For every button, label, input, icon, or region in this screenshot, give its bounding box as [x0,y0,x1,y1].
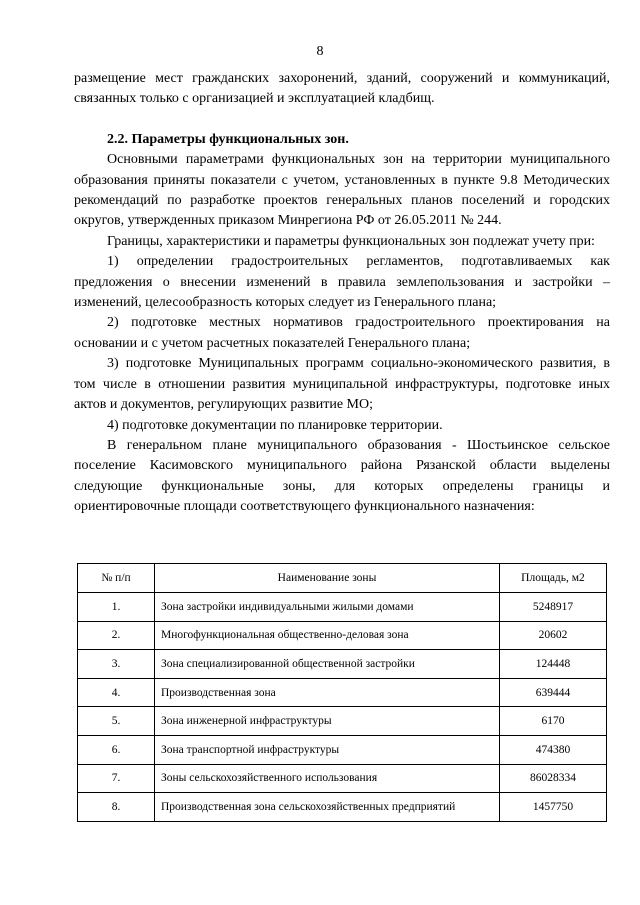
paragraph-boundaries: Границы, характеристики и параметры функциональных зон подлежат учету при: [107,233,595,249]
document-body [74,69,610,518]
row-number: 3. [78,650,155,679]
row-number: 5. [78,707,155,736]
row-area: 20602 [500,621,607,650]
row-zone-name: Многофункциональная общественно-деловая зона [155,621,500,650]
row-zone-name: Зона транспортной инфраструктуры [155,735,500,764]
row-area: 1457750 [500,793,607,822]
row-zone-name: Зона специализированной общественной застройки [155,650,500,679]
row-zone-name: Производственная зона [155,678,500,707]
table-header-row [78,564,607,593]
zones-table [77,563,607,822]
table-row [78,793,607,822]
row-area: 474380 [500,735,607,764]
paragraph-zones-intro: В генеральном плане муниципального образования - Шостьинское сельское поселение Касимовского муниципального района Рязанской области выделены следующие функциональные зоны, для которых определены границы и ориентировочные площади соответствующего функционального назначения: [74,437,610,515]
table-row [78,593,607,622]
table-row [78,678,607,707]
table-row [78,764,607,793]
row-area: 639444 [500,678,607,707]
row-zone-name: Зоны сельскохозяйственного использования [155,764,500,793]
header-area: Площадь, м2 [500,564,607,593]
row-area: 6170 [500,707,607,736]
table-row [78,650,607,679]
row-number: 4. [78,678,155,707]
row-zone-name: Зона застройки индивидуальными жилыми домами [155,593,500,622]
list-item-1: 1) определении градостроительных регламентов, подготавливаемых как предложения о внесении изменений в правила землепользования и застройки – изменений, целесообразность которых следует из Генерального плана; [74,254,610,311]
list-item-3: 3) подготовке Муниципальных программ социально-экономического развития, в том числе в отношении развития муниципальной инфраструктуры, подготовке иных актов и документов, регулирующих развитие МО; [74,356,610,413]
row-zone-name: Производственная зона сельскохозяйственных предприятий [155,793,500,822]
row-number: 8. [78,793,155,822]
row-number: 1. [78,593,155,622]
paragraph-cemetery-continuation: размещение мест гражданских захоронений, зданий, сооружений и коммуникаций, связанных только с организацией и эксплуатацией кладбищ. [74,71,610,107]
list-item-2: 2) подготовке местных нормативов градостроительного проектирования на основании и с учетом расчетных показателей Генерального плана; [74,315,610,351]
row-area: 124448 [500,650,607,679]
row-zone-name: Зона инженерной инфраструктуры [155,707,500,736]
row-area: 86028334 [500,764,607,793]
row-number: 2. [78,621,155,650]
list-item-4: 4) подготовке документации по планировке территории. [107,417,443,433]
row-number: 7. [78,764,155,793]
row-number: 6. [78,735,155,764]
table-row [78,621,607,650]
header-zone-name: Наименование зоны [155,564,500,593]
row-area: 5248917 [500,593,607,622]
paragraph-parameters: Основными параметрами функциональных зон на территории муниципального образования приняты показатели с учетом, установленных в пункте 9.8 Методических рекомендаций по разработке проектов генеральных планов поселений и городских округов, утвержденных приказом Минрегиона РФ от 26.05.2011 № 244. [74,152,610,229]
table-row [78,707,607,736]
paragraph-spacer [74,110,610,130]
page-number: 8 [316,44,324,59]
section-heading: 2.2. Параметры функциональных зон. [107,131,349,147]
table-row [78,735,607,764]
header-number: № п/п [78,564,155,593]
